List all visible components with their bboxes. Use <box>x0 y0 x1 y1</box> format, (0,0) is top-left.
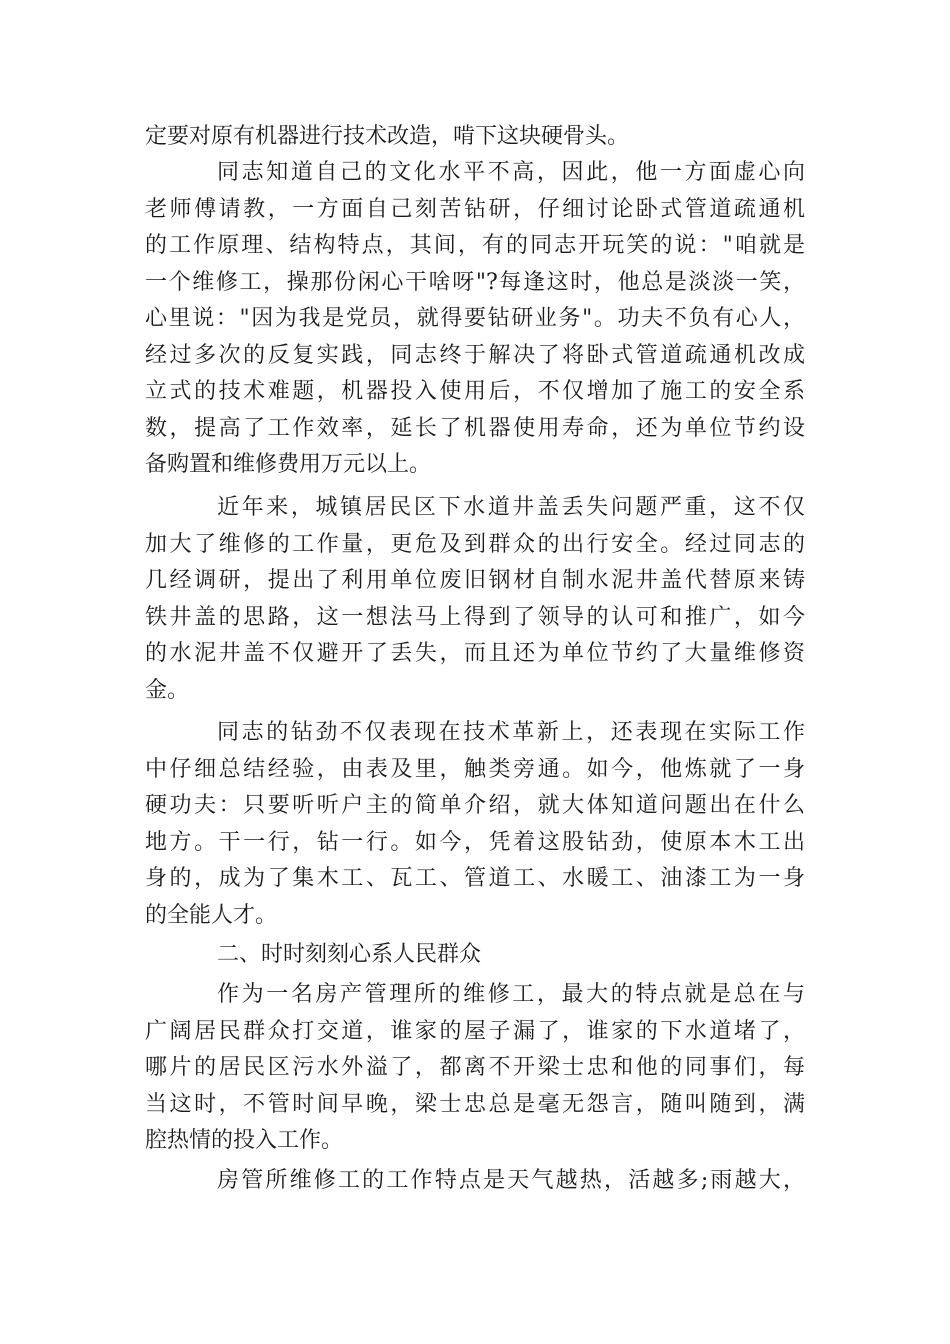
text-line: 房管所维修工的工作特点是天气越热，活越多;雨越大， <box>217 1168 805 1193</box>
text-line: 当这时，不管时间早晚，梁士忠总是毫无怨言，随叫随到，满 <box>145 1092 805 1117</box>
text-line: 身的，成为了集木工、瓦工、管道工、水暖工、油漆工为一身 <box>145 866 805 891</box>
text-line: 立式的技术难题，机器投入使用后，不仅增加了施工的安全系 <box>145 379 805 404</box>
text-line: 同志的钻劲不仅表现在技术革新上，还表现在实际工作 <box>217 720 805 745</box>
text-line: 几经调研，提出了利用单位废旧钢材自制水泥井盖代替原来铸 <box>145 568 805 593</box>
text-line: 备购置和维修费用万元以上。 <box>145 452 432 477</box>
text-line: 的工作原理、结构特点，其间，有的同志开玩笑的说："咱就是 <box>145 233 805 258</box>
text-line: 哪片的居民区污水外溢了，都离不开梁士忠和他的同事们，每 <box>145 1055 805 1080</box>
text-line: 广阔居民群众打交道，谁家的屋子漏了，谁家的下水道堵了， <box>145 1019 805 1044</box>
text-line: 的水泥井盖不仅避开了丢失，而且还为单位节约了大量维修资 <box>145 641 805 666</box>
text-line: 定要对原有机器进行技术改造，啃下这块硬骨头。 <box>145 124 630 149</box>
text-line: 地方。干一行，钻一行。如今，凭着这股钻劲，使原本木工出 <box>145 830 805 855</box>
text-line: 加大了维修的工作量，更危及到群众的出行安全。经过同志的 <box>145 532 805 557</box>
text-line: 中仔细总结经验，由表及里，触类旁通。如今，他炼就了一身 <box>145 757 805 782</box>
text-line: 的全能人才。 <box>145 903 278 928</box>
text-line: 作为一名房产管理所的维修工，最大的特点就是总在与 <box>217 982 805 1007</box>
section-heading: 二、时时刻刻心系人民群众 <box>217 942 482 967</box>
text-line: 腔热情的投入工作。 <box>145 1128 344 1153</box>
text-line: 经过多次的反复实践，同志终于解决了将卧式管道疏通机改成 <box>145 343 805 368</box>
text-line: 一个维修工，操那份闲心干啥呀"?每逢这时，他总是淡淡一笑， <box>145 270 805 295</box>
text-line: 金。 <box>145 678 190 703</box>
text-line: 硬功夫：只要听听户主的简单介绍，就大体知道问题出在什么 <box>145 793 805 818</box>
text-line: 近年来，城镇居民区下水道井盖丢失问题严重，这不仅 <box>217 495 805 520</box>
text-line: 心里说："因为我是党员，就得要钻研业务"。功夫不负有心人， <box>145 306 805 331</box>
text-line: 铁井盖的思路，这一想法马上得到了领导的认可和推广，如今 <box>145 605 805 630</box>
text-line: 同志知道自己的文化水平不高，因此，他一方面虚心向 <box>217 160 805 185</box>
text-line: 数，提高了工作效率，延长了机器使用寿命，还为单位节约设 <box>145 416 805 441</box>
text-line: 老师傅请教，一方面自己刻苦钻研，仔细讨论卧式管道疏通机 <box>145 197 805 222</box>
